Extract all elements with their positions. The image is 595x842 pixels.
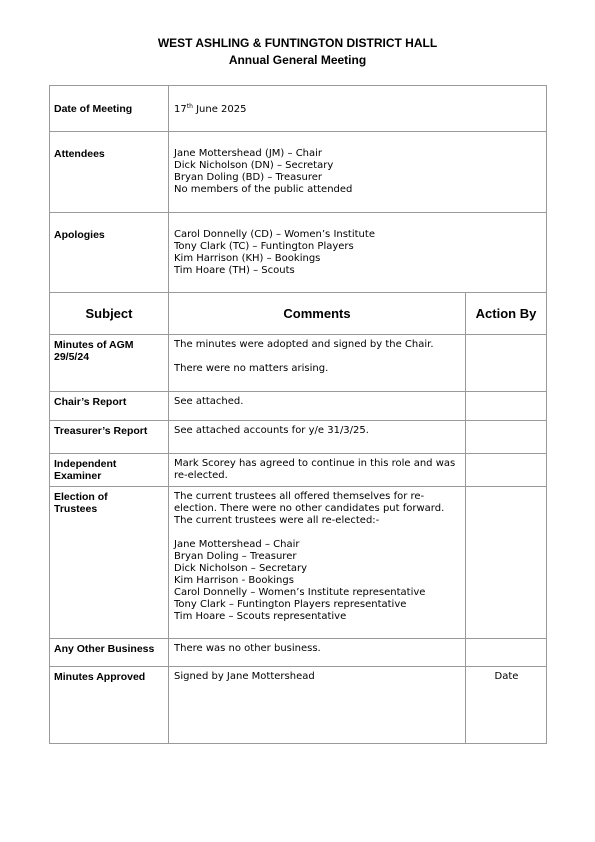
trustee-item: Carol Donnelly – Women’s Institute representative <box>174 587 426 598</box>
table-row <box>50 454 547 487</box>
approved-date: Date <box>466 667 547 744</box>
treasurers-report-action <box>466 421 547 454</box>
table-row <box>50 667 547 744</box>
minutes-comment: The minutes were adopted and signed by the Chair. There were no matters arising. <box>169 335 466 392</box>
trustee-item: Jane Mottershead – Chair <box>174 539 300 550</box>
aob-subject: Any Other Business <box>50 639 169 667</box>
table-row <box>50 639 547 667</box>
election-subject: Election of Trustees <box>50 487 169 639</box>
attendees-row <box>50 132 547 213</box>
apology-item: Carol Donnelly (CD) – Women’s Institute <box>174 229 375 240</box>
apology-item: Tony Clark (TC) – Funtington Players <box>174 241 354 252</box>
apology-item: Tim Hoare (TH) – Scouts <box>174 265 295 276</box>
apologies-label: Apologies <box>50 213 169 293</box>
table-row <box>50 487 547 639</box>
attendee-item: Jane Mottershead (JM) – Chair <box>174 148 323 159</box>
action-by-header: Action By <box>466 293 547 335</box>
subject-header: Subject <box>50 293 169 335</box>
apologies-row <box>50 213 547 293</box>
approved-comment: Signed by Jane Mottershead <box>169 667 466 744</box>
date-label: Date of Meeting <box>50 86 169 132</box>
minutes-subject: Minutes of AGM 29/5/24 <box>50 335 169 392</box>
minutes-table <box>49 85 547 744</box>
trustee-item: Tim Hoare – Scouts representative <box>174 611 347 622</box>
chairs-report-comment: See attached. <box>169 392 466 421</box>
examiner-subject: Independent Examiner <box>50 454 169 487</box>
date-value: 17th June 2025 <box>169 86 547 132</box>
trustee-item: Kim Harrison - Bookings <box>174 575 294 586</box>
table-row <box>50 335 547 392</box>
approved-subject: Minutes Approved <box>50 667 169 744</box>
comments-header: Comments <box>169 293 466 335</box>
trustee-item: Tony Clark – Funtington Players representative <box>174 599 407 610</box>
treasurers-report-subject: Treasurer’s Report <box>50 421 169 454</box>
date-row <box>50 86 547 132</box>
document-subtitle: Annual General Meeting <box>228 53 367 67</box>
table-row <box>50 421 547 454</box>
chairs-report-subject: Chair’s Report <box>50 392 169 421</box>
treasurers-report-comment: See attached accounts for y/e 31/3/25. <box>169 421 466 454</box>
election-comment: The current trustees all offered themselves for re- election. There were no other candidates put forward. The current trustees were all re-elected:- Jane Mottershead – Chair Bryan Doling – Treasurer Dick Nicholson – Secretary Kim Harrison - Bookings Carol Donnelly – Women’s Institute representative Tony Clark – Funtington Players representative Tim Hoare – Scouts representative <box>169 487 466 639</box>
attendee-item: Dick Nicholson (DN) – Secretary <box>174 160 334 171</box>
attendees-label: Attendees <box>50 132 169 213</box>
apologies-list <box>169 213 547 293</box>
minutes-action <box>466 335 547 392</box>
aob-comment: There was no other business. <box>169 639 466 667</box>
attendee-item: No members of the public attended <box>174 184 353 195</box>
apology-item: Kim Harrison (KH) – Bookings <box>174 253 321 264</box>
attendee-item: Bryan Doling (BD) – Treasurer <box>174 172 323 183</box>
attendees-list <box>169 132 547 213</box>
chairs-report-action <box>466 392 547 421</box>
trustee-item: Dick Nicholson – Secretary <box>174 563 308 574</box>
aob-action <box>466 639 547 667</box>
trustee-item: Bryan Doling – Treasurer <box>174 551 297 562</box>
table-row <box>50 392 547 421</box>
column-header-row <box>50 293 547 335</box>
examiner-comment: Mark Scorey has agreed to continue in this role and was re-elected. <box>169 454 466 487</box>
document-title: WEST ASHLING & FUNTINGTON DISTRICT HALL <box>157 36 438 50</box>
election-action <box>466 487 547 639</box>
examiner-action <box>466 454 547 487</box>
